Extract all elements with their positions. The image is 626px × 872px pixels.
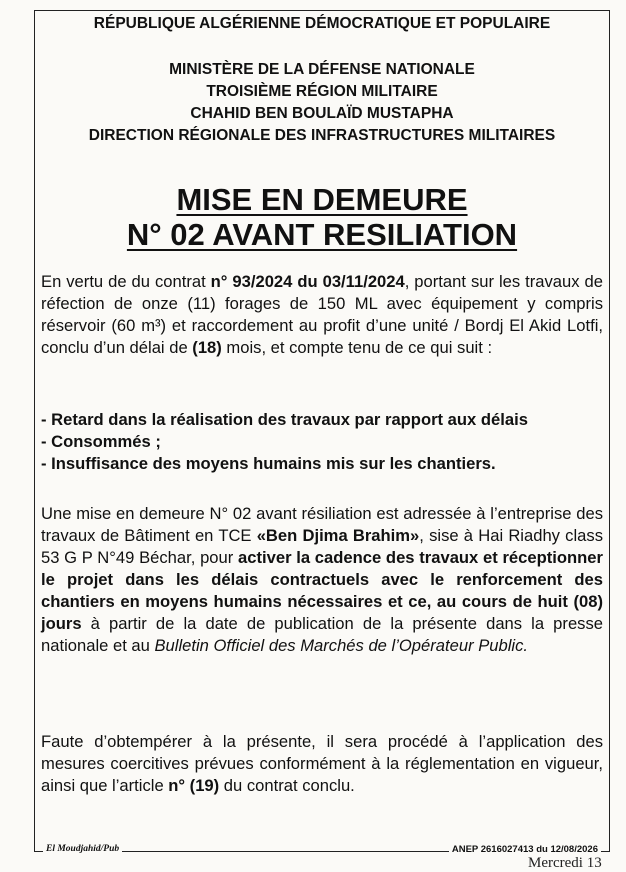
header-region: TROISIÈME RÉGION MILITAIRE: [206, 83, 438, 100]
bullet-item-delay: - Retard dans la réalisation des travaux par rapport aux délais: [41, 410, 528, 429]
bullet-item-insufficiency: - Insuffisance des moyens humains mis sur les chantiers.: [41, 454, 496, 473]
footer-bar: [33, 843, 611, 859]
paragraph-penalty: Faute d’obtempérer à la présente, il sera procédé à l’application des mesures coercitives prévues conformément à la réglementation en vigueur, ainsi que l’article n° (19) du contrat conclu.: [41, 732, 603, 795]
footer-anep-reference: ANEP 2616027413 du 12/08/2026: [449, 844, 601, 855]
header-chahid: CHAHID BEN BOULAÏD MUSTAPHA: [190, 105, 454, 122]
paragraph-notice: Une mise en demeure N° 02 avant résiliation est adressée à l’entreprise des travaux de Bâtiment en TCE «Ben Djima Brahim», sise à Hai Riadhy class 53 G P N°49 Béchar, pour activer la cadence des travaux et réceptionner le projet dans les délais contractuels avec le renforcement des chantiers en moyens humains nécessaires et ce, au cours de huit (08) jours à partir de la date de publication de la présente dans la presse nationale et au Bulletin Officiel des Marchés de l’Opérateur Public.: [41, 504, 603, 655]
header-ministry: MINISTÈRE DE LA DÉFENSE NATIONALE: [169, 61, 475, 78]
header-direction: DIRECTION RÉGIONALE DES INFRASTRUCTURES MILITAIRES: [88, 127, 556, 144]
bullet-list: [41, 409, 603, 475]
notice-title-line1: MISE EN DEMEURE: [176, 182, 468, 217]
header-republic: RÉPUBLIQUE ALGÉRIENNE DÉMOCRATIQUE ET POPULAIRE: [93, 15, 551, 32]
footer-publication: El Moudjahid/Pub: [43, 844, 122, 854]
notice-title-line2: N° 02 AVANT RESILIATION: [126, 217, 518, 252]
bullet-item-consumed: - Consommés ;: [41, 432, 161, 451]
page-corner-date: Mercredi 13: [528, 855, 602, 871]
notice-frame: [34, 10, 610, 855]
paragraph-contract: En vertu de du contrat n° 93/2024 du 03/11/2024, portant sur les travaux de réfection de onze (11) forages de 150 ML avec équipement y compris réservoir (60 m³) et raccordement au profit d’une unité / Bordj El Akid Lotfi, conclu d’un délai de (18) mois, et compte tenu de ce qui suit :: [41, 272, 603, 357]
